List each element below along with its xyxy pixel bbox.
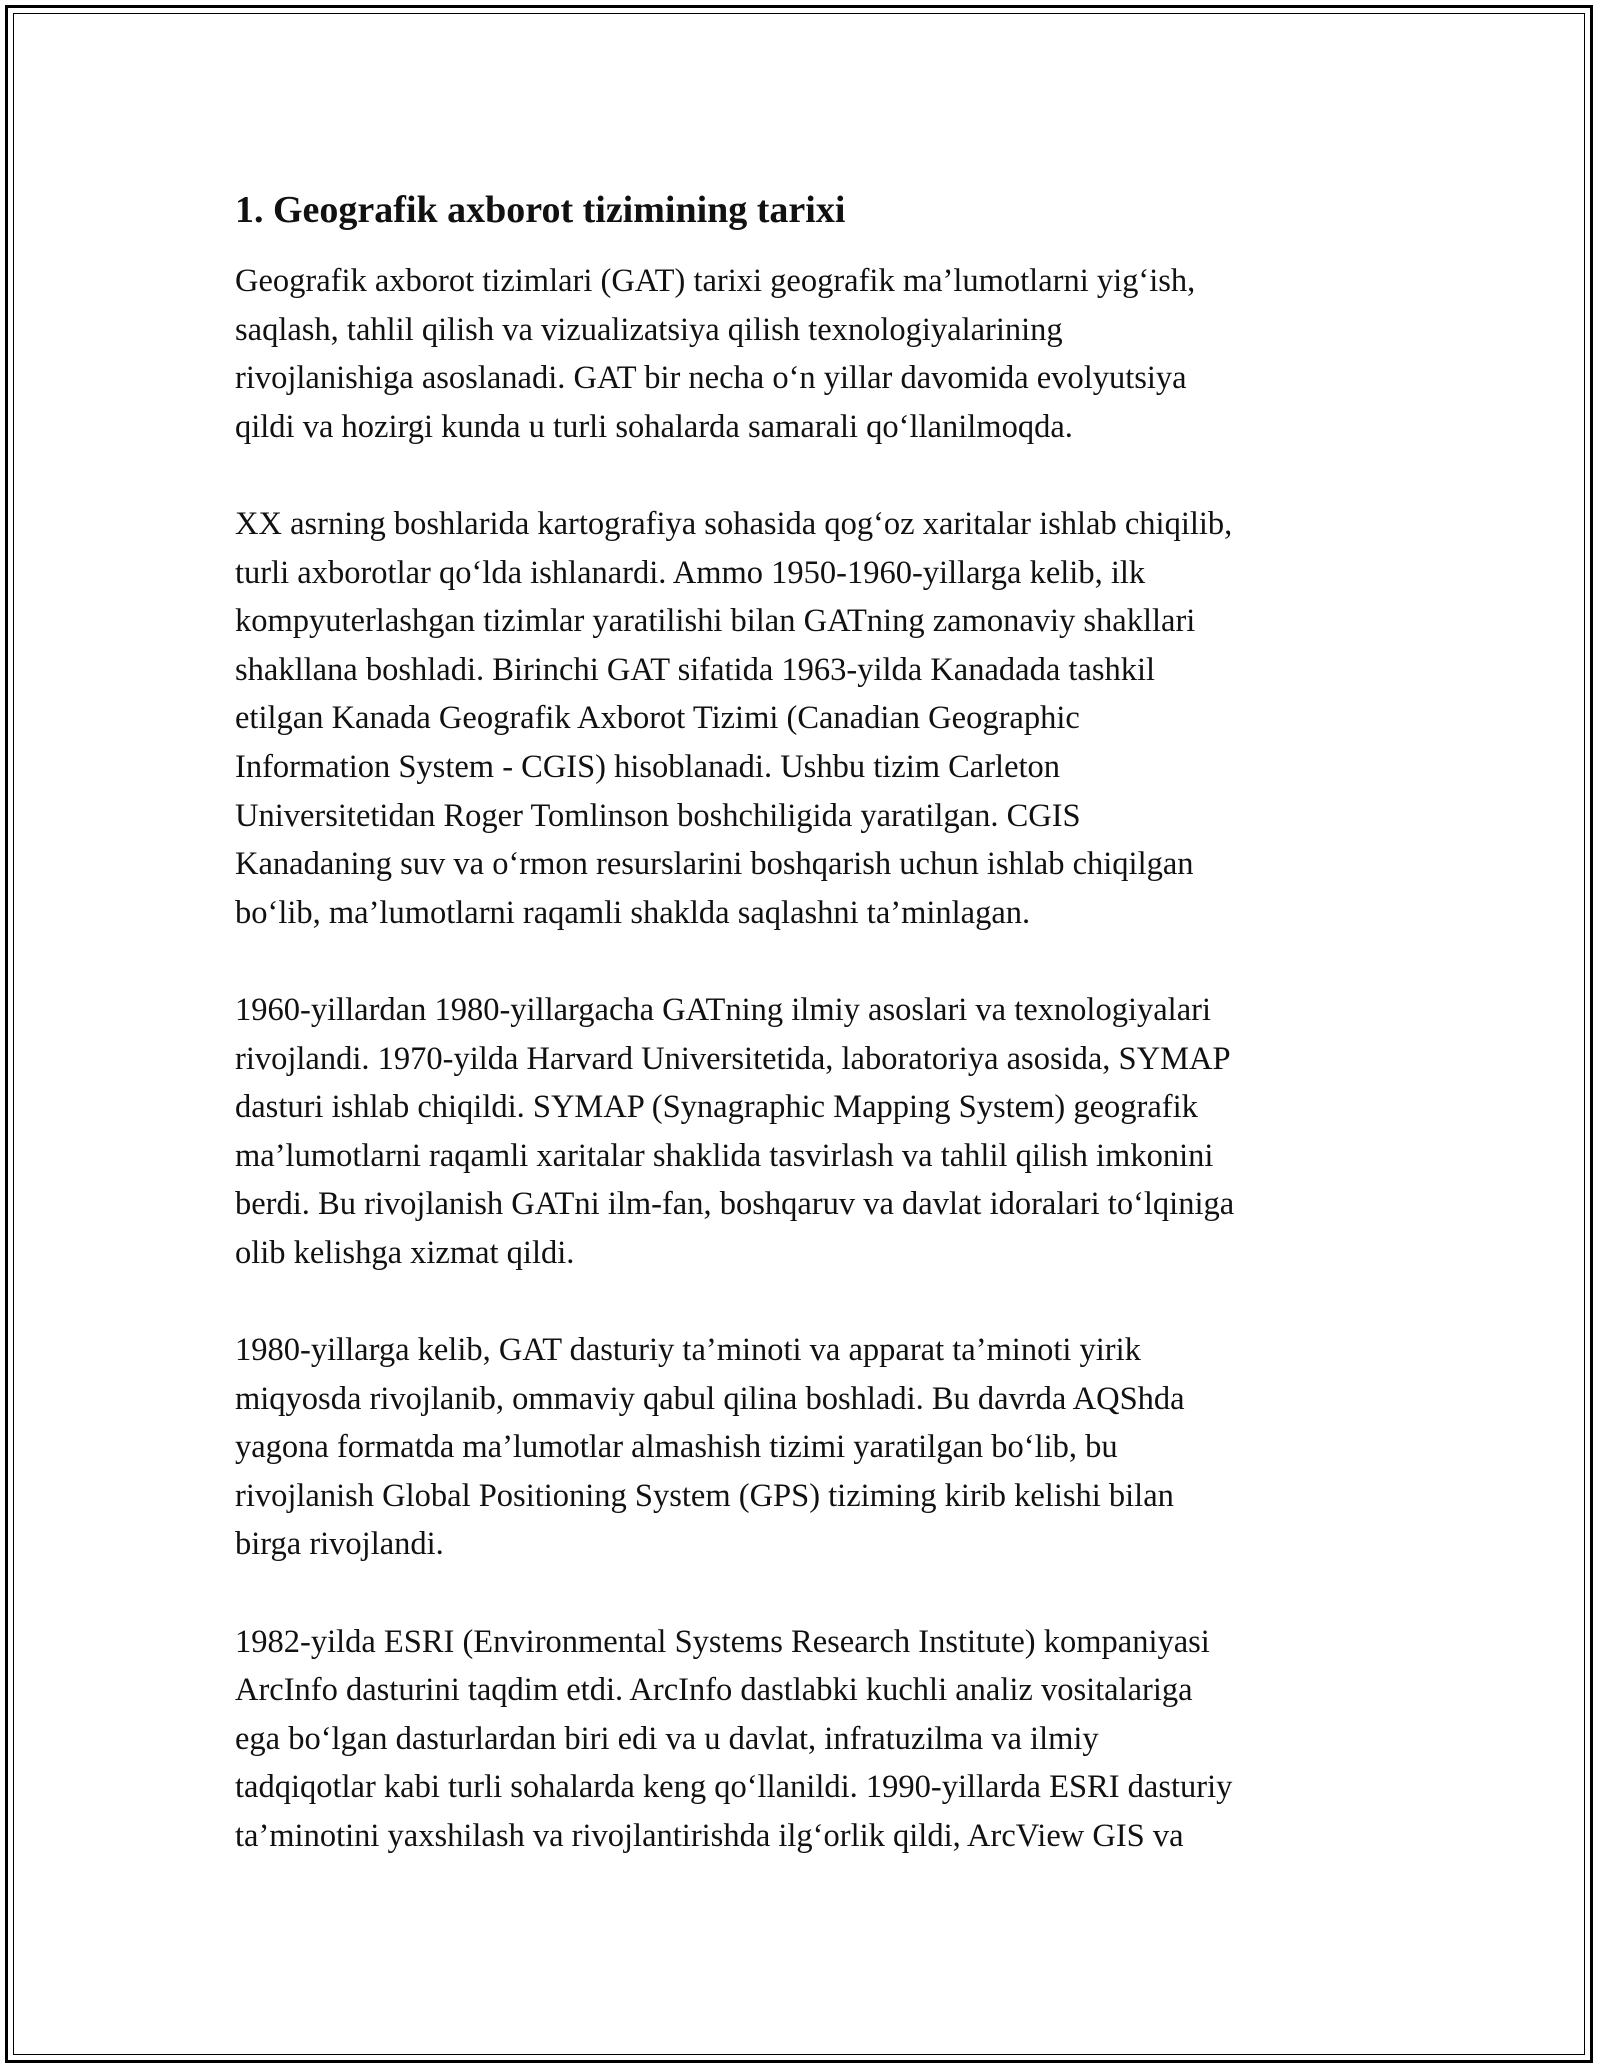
paragraph-line: dasturi ishlab chiqildi. SYMAP (Synagraphic Mapping System) geografik	[235, 1089, 1198, 1126]
paragraph-line: qildi va hozirgi kunda u turli sohalarda samarali qo‘llanilmoqda.	[235, 408, 1073, 445]
paragraph-line: saqlash, tahlil qilish va vizualizatsiya qilish texnologiyalarining	[235, 311, 1063, 348]
paragraph-line: Kanadaning suv va o‘rmon resurslarini boshqarish uchun ishlab chiqilgan	[235, 846, 1194, 883]
paragraph-line: rivojlanish Global Positioning System (GPS) tiziming kirib kelishi bilan	[235, 1477, 1174, 1514]
paragraph-line: tadqiqotlar kabi turli sohalarda keng qo‘llanildi. 1990-yillarda ESRI dasturiy	[235, 1769, 1233, 1806]
paragraph-line: ega bo‘lgan dasturlardan biri edi va u davlat, infratuzilma va ilmiy	[235, 1720, 1099, 1757]
paragraph-line: ta’minotini yaxshilash va rivojlantirishda ilg‘orlik qildi, ArcView GIS va	[235, 1818, 1184, 1854]
paragraph-line: ma’lumotlarni raqamli xaritalar shaklida tasvirlash va tahlil qilish imkonini	[235, 1137, 1214, 1174]
paragraph-5	[235, 1618, 1375, 1861]
paragraph-3	[235, 986, 1375, 1278]
paragraph-line: 1980-yillarga kelib, GAT dasturiy ta’minoti va apparat ta’minoti yirik	[235, 1332, 1141, 1369]
paragraph-line: bo‘lib, ma’lumotlarni raqamli shaklda saqlashni ta’minlagan.	[235, 894, 1031, 931]
section-heading: 1. Geografik axborot tizimining tarixi	[235, 189, 846, 231]
paragraph-line: etilgan Kanada Geografik Axborot Tizimi (Canadian Geographic	[235, 700, 1080, 737]
paragraph-1	[235, 257, 1375, 451]
paragraph-line: 1982-yilda ESRI (Environmental Systems Research Institute) kompaniyasi	[235, 1623, 1210, 1660]
document-body	[235, 185, 1375, 1909]
paragraph-line: berdi. Bu rivojlanish GATni ilm-fan, boshqaruv va davlat idoralari to‘lqiniga	[235, 1186, 1235, 1223]
paragraph-line: ArcInfo dasturini taqdim etdi. ArcInfo dastlabki kuchli analiz vositalariga	[235, 1672, 1193, 1709]
paragraph-line: Universitetidan Roger Tomlinson boshchiligida yaratilgan. CGIS	[235, 797, 1081, 834]
paragraph-line: rivojlanishiga asoslanadi. GAT bir necha o‘n yillar davomida evolyutsiya	[235, 360, 1187, 397]
paragraph-line: Information System - CGIS) hisoblanadi. Ushbu tizim Carleton	[235, 748, 1061, 785]
paragraph-line: Geografik axborot tizimlari (GAT) tarixi geografik ma’lumotlarni yig‘ish,	[235, 263, 1196, 299]
paragraph-line: birga rivojlandi.	[235, 1526, 444, 1563]
paragraph-line: kompyuterlashgan tizimlar yaratilishi bilan GATning zamonaviy shakllari	[235, 603, 1196, 640]
paragraph-line: olib kelishga xizmat qildi.	[235, 1234, 575, 1271]
paragraph-line: miqyosda rivojlanib, ommaviy qabul qilina boshladi. Bu davrda AQShda	[235, 1380, 1185, 1417]
paragraph-2	[235, 500, 1375, 937]
paragraph-4	[235, 1326, 1375, 1569]
paragraph-line: yagona formatda ma’lumotlar almashish tizimi yaratilgan bo‘lib, bu	[235, 1429, 1118, 1466]
paragraph-line: rivojlandi. 1970-yilda Harvard Universitetida, laboratoriya asosida, SYMAP	[235, 1040, 1231, 1077]
paragraph-line: shakllana boshladi. Birinchi GAT sifatida 1963-yilda Kanadada tashkil	[235, 651, 1156, 688]
paragraph-line: XX asrning boshlarida kartografiya sohasida qog‘oz xaritalar ishlab chiqilib,	[235, 505, 1233, 542]
paragraph-line: turli axborotlar qo‘lda ishlanardi. Ammo 1950-1960-yillarga kelib, ilk	[235, 554, 1146, 591]
paragraph-line: 1960-yillardan 1980-yillargacha GATning ilmiy asoslari va texnologiyalari	[235, 991, 1211, 1028]
